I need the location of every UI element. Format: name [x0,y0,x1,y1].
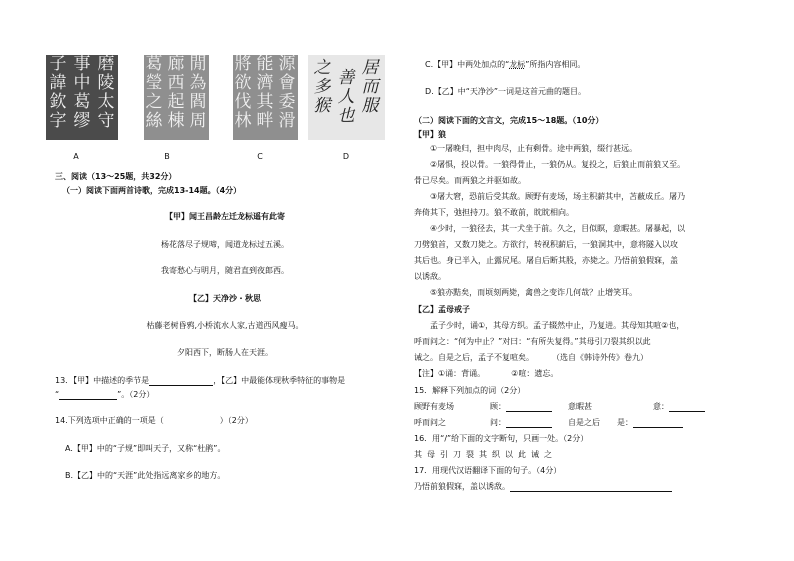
answer-blank[interactable] [506,402,552,412]
footnote [414,369,558,379]
image-caption-d: D [342,152,350,161]
poem-title-jia: 【甲】闻王昌龄左迁龙标遥有此寄 [165,212,285,221]
vocab-phrase: 呼而问之 [414,418,446,427]
vocab-item [490,402,552,412]
calligraphy-column: 善人也 [337,68,355,126]
calligraphy-column: 子諱欽字 [49,55,67,131]
option-b: B.【乙】中的“天涯”此处指远离家乡的地方。 [65,471,226,480]
section-heading: 三、阅读（13～25题，共32分） [55,172,177,181]
question-13-cont [55,390,154,400]
dotted-word: 龙标 [509,60,526,69]
quote-mark: “ [55,390,60,399]
source-citation: （选自《韩诗外传》卷九） [556,353,648,362]
passage-text: 奔倚其下，弛担持刀。狼不敢前，眈眈相向。 [414,208,574,217]
question-13-text: 13．【甲】中描述的季节是 [55,376,150,385]
answer-blank[interactable] [149,376,213,386]
question-14-text: 14.下列选项中正确的一项是（ [55,416,164,425]
vocab-phrase: 自是之后 [568,418,600,427]
question-15: 15．解释下列加点的词（2分） [414,386,526,395]
passage-text: ④少时，一狼径去，其一犬坐于前。久之，目似瞑，意暇甚。屠暴起，以 [430,224,686,233]
punctuation-exercise[interactable]: 其母引刀裂其织以此诫之 [414,450,557,459]
vocab-item [653,402,705,412]
passage-label-yi: 【乙】孟母戒子 [414,305,470,314]
footnote-1: 【注】①诵：背诵。 [414,369,486,378]
calligraphy-column: 磨陵太守 [97,55,115,131]
passage-text: ①一屠晚归，担中肉尽，止有剩骨。途中两狼，缀行甚远。 [430,144,638,153]
poem-line: 我寄愁心与明月，随君直到夜郎西。 [161,266,289,275]
calligraphy-column: 葛瑩之絲 [145,55,163,131]
answer-blank[interactable] [506,418,552,428]
image-caption-a: A [73,152,79,161]
question-14-text: ）（2分） [219,416,253,425]
subsection-heading: （二）阅读下面的文言文，完成15～18题。（10分） [414,116,604,125]
passage-line: 诫之。自是之后，孟子不复喧矣。 [414,353,534,362]
question-13 [55,376,345,386]
calligraphy-image-c [233,55,298,140]
option-c-text: ”所指内容相同。 [525,60,586,69]
vocab-label: 顾： [490,402,506,411]
passage-text: ③屠大窘，恐前后受其敌。顾野有麦场，场主积薪其中，苫蔽成丘。屠乃 [430,192,686,201]
calligraphy-column: 源會委滑 [278,55,296,131]
image-caption-b: B [164,152,170,161]
option-c [425,60,585,70]
poem-line: 枯藤老树昏鸦,小桥流水人家,古道西风瘦马。 [146,321,304,330]
poem-line: 杨花落尽子规啼，闻道龙标过五溪。 [161,240,289,249]
calligraphy-column: 能濟其畔 [256,55,274,131]
question-13-text: ”。（2分） [117,390,155,399]
calligraphy-column: 廊西起棟 [167,55,185,131]
answer-blank[interactable] [510,482,672,492]
calligraphy-image-a [46,55,118,140]
image-caption-c: C [257,152,263,161]
option-d: D.【乙】中“天净沙”一词是这首元曲的题目。 [425,87,586,96]
vocab-item [490,418,552,428]
passage-text: ⑤狼亦黠矣，而顷刻两毙，禽兽之变诈几何哉？止增笑耳。 [430,288,638,297]
calligraphy-image-d [308,55,385,140]
passage-text: ②屠惧，投以骨。一狼得骨止，一狼仍从。复投之，后狼止而前狼又至。 [430,160,686,169]
poem-line: 夕阳西下，断肠人在天涯。 [177,348,273,357]
question-16: 16．用“/”给下面的文字断句，只画一处。（2分） [414,434,589,443]
vocab-label: 问： [490,418,506,427]
calligraphy-column: 居而服 [361,58,379,116]
passage-text: 呼而问之：“何为中止？”对曰：“有所失复得。”其母引刀裂其织以此 [414,337,651,346]
option-a: A.【甲】中的“子规”即叫天子，又称“杜鹃”。 [65,444,226,453]
answer-blank[interactable] [59,390,117,400]
question-13-text: ，【乙】中最能体现秋季特征的事物是 [213,376,346,385]
subsection-heading: （一）阅读下面两首诗歌，完成13-14题。（4分） [62,186,242,195]
answer-blank[interactable] [669,402,705,412]
vocab-phrase: 顾野有麦场 [414,402,454,411]
translation-row [414,482,672,492]
calligraphy-image-b [144,55,209,140]
question-17: 17．用现代汉语翻译下面的句子。（4分） [414,466,562,475]
calligraphy-column: 之多猴 [313,58,331,116]
vocab-item [617,418,683,428]
vocab-row [414,402,454,412]
option-c-text: C.【甲】中两处加点的“ [425,60,510,69]
vocab-label: 意： [653,402,669,411]
calligraphy-column: 將欲伐林 [234,55,252,131]
passage-text: 刀劈狼首，又数刀毙之。方欲行，转视积薪后，一狼洞其中，意将隧入以攻 [414,240,678,249]
translation-sentence: 乃悟前狼假寐，盖以诱敌。 [414,482,510,491]
passage-text: 骨已尽矣。而两狼之并驱如故。 [414,176,526,185]
passage-text: 其后也。身已半入，止露尻尾。屠自后断其股，亦毙之。乃悟前狼假寐，盖 [414,256,678,265]
passage-text: 以诱敌。 [414,272,446,281]
answer-blank[interactable] [633,418,683,428]
footnote-2: ②喧：遗忘。 [511,369,559,378]
poem-title-yi: 【乙】天净沙・秋思 [189,294,261,303]
vocab-label: 是： [617,418,633,427]
question-14 [55,416,253,426]
passage-text [414,353,648,363]
passage-text: 孟子少时，诵①，其母方织。孟子辍然中止，乃复进。其母知其喧②也， [430,321,685,330]
passage-label-jia: 【甲】狼 [414,130,446,139]
calligraphy-column: 事中葛缪 [73,55,91,131]
calligraphy-column: 閒為閻周 [189,55,207,131]
vocab-phrase: 意暇甚 [568,402,592,411]
